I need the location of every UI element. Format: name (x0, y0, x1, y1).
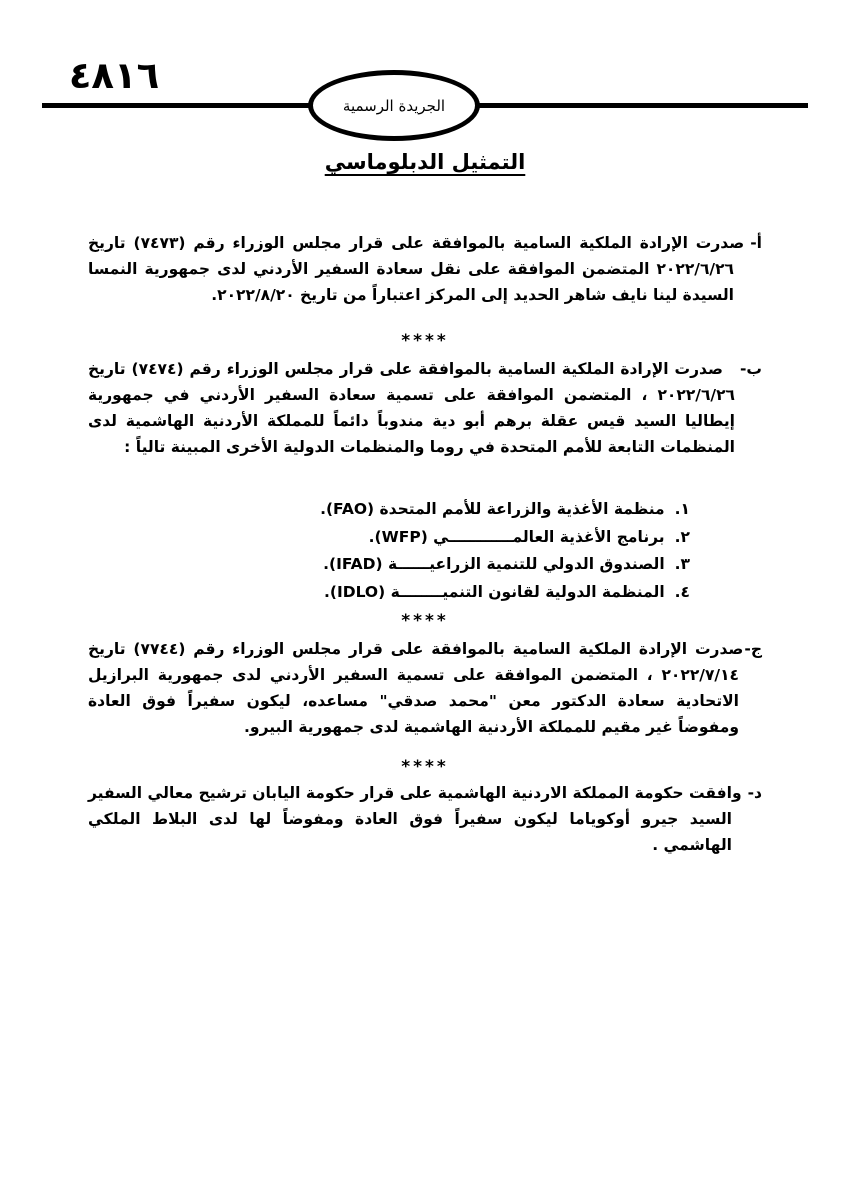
organization-item (88, 496, 690, 524)
paragraph-c-text: صدرت الإرادة الملكية السامية بالموافقة على قرار مجلس الوزراء رقم (٧٧٤٤) تاريخ ٢٠٢٢/٧/١٤ ، المتضمن الموافقة على تسمية السفير الأردني لدى جمهورية البرازيل الاتحادية سعادة الدكتور معن "محمد صدقي" مساعده، ليكون سفيراً فوق العادة ومفوضاً غير مقيم للمملكة الأردنية الهاشمية لدى جمهورية البيرو. (88, 640, 744, 736)
paragraph-d (88, 780, 762, 858)
organization-item (88, 579, 690, 607)
organization-name: المنظمة الدولية لقانون التنميــــــــة (IDLO). (323, 582, 665, 601)
paragraph-a-label: أ- (750, 234, 762, 252)
section-separator: **** (401, 331, 449, 351)
paragraph-b-text: صدرت الإرادة الملكية السامية بالموافقة على قرار مجلس الوزراء رقم (٧٤٧٤) تاريخ ٢٠٢٢/٦/٢٦ ، المتضمن الموافقة على تسمية سعادة السفير الأردني في جمهورية إيطاليا السيد قيس عقلة برهم أبو دية مندوباً دائماً للمملكة الأردنية الهاشمية لدى المنظمات التابعة للأمم المتحدة في روما والمنظمات الدولية الأخرى المبينة تالياً : (88, 360, 735, 456)
organization-number: ٣. (674, 555, 690, 573)
paragraph-c (88, 636, 762, 740)
organization-name: منظمة الأغذية والزراعة للأمم المتحدة (FAO). (320, 500, 665, 518)
page-number: ٤٨١٦ (68, 54, 160, 97)
paragraph-a-text: صدرت الإرادة الملكية السامية بالموافقة على قرار مجلس الوزراء رقم (٧٤٧٣) تاريخ ٢٠٢٢/٦/٢٦ المتضمن الموافقة على نقل سعادة السفير الأردني لدى جمهورية النمسا السيدة لينا نايف شاهر الحديد إلى المركز اعتباراً من تاريخ ٢٠٢٢/٨/٢٠. (88, 234, 745, 304)
organization-item (88, 551, 690, 579)
paragraph-b-label: ب- (739, 360, 762, 378)
gazette-name: الجريدة الرسمية (342, 96, 446, 115)
section-separator: **** (401, 611, 449, 631)
organization-number: ٢. (674, 527, 690, 546)
paragraph-d-label: د- (747, 784, 762, 802)
organization-number: ١. (674, 500, 690, 518)
section-separator: **** (401, 757, 449, 777)
section-title: التمثيل الدبلوماسي (324, 150, 526, 174)
paragraph-d-text: وافقت حكومة المملكة الاردنية الهاشمية على قرار حكومة اليابان ترشيح معالي السفير السيد جيرو أوكوياما ليكون سفيراً فوق العادة ومفوضاً لها لدى البلاط الملكي الهاشمي . (88, 784, 742, 854)
organization-name: الصندوق الدولي للتنمية الزراعيــــــة (IFAD). (323, 555, 665, 573)
organizations-list (88, 496, 690, 606)
paragraph-c-label: ج- (744, 640, 762, 658)
paragraph-b (88, 356, 762, 460)
paragraph-a (88, 230, 762, 308)
organization-number: ٤. (674, 582, 690, 601)
organization-item (88, 524, 690, 552)
organization-name: برنامج الأغذية العالمــــــــــــي (WFP). (368, 527, 665, 546)
gazette-name-oval (308, 70, 480, 141)
